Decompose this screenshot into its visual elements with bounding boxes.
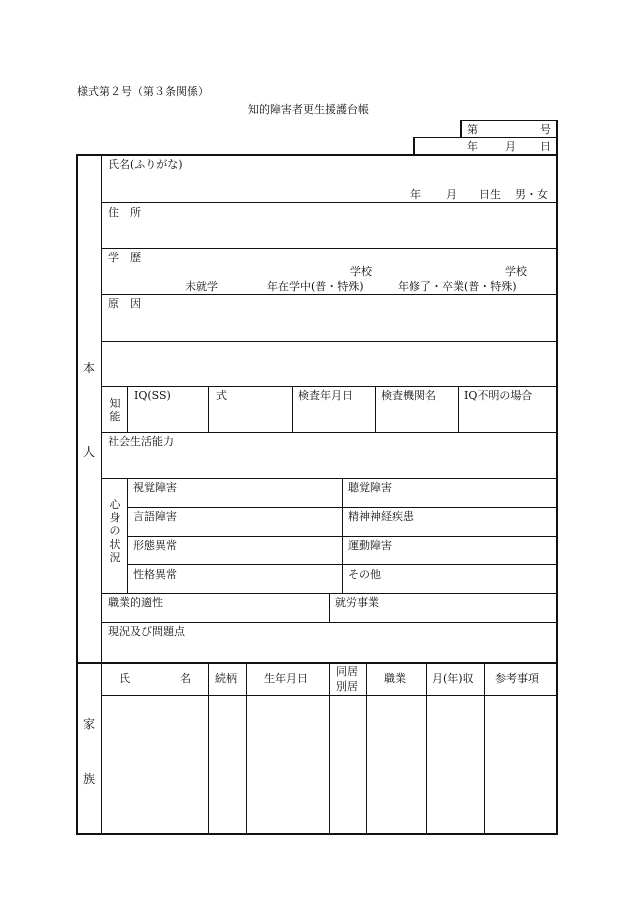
edu-not-enrolled: 未就学 [185, 280, 218, 293]
address-label: 住 所 [108, 206, 141, 219]
form-title: 知的障害者更生援護台帳 [248, 103, 369, 116]
family-col-cohabit-2: 別居 [336, 680, 358, 693]
social-ability-label: 社会生活能力 [108, 435, 174, 448]
morph-abnormality-label: 形態異常 [133, 539, 177, 552]
family-side-label-2: 族 [83, 772, 96, 786]
edu-enrolled: 年在学中(普・特殊) [267, 280, 364, 293]
test-date-label: 検査年月日 [298, 389, 353, 402]
education-label: 学 歴 [108, 251, 141, 264]
ledger-date-year: 年 [467, 140, 478, 153]
current-status-label: 現況及び問題点 [108, 625, 185, 638]
family-side-label-1: 家 [83, 717, 96, 731]
personality-abnormality-label: 性格異常 [133, 568, 177, 581]
family-col-name-1: 氏 [119, 672, 130, 685]
test-agency-label: 検査機関名 [381, 389, 436, 402]
family-col-notes: 参考事項 [495, 672, 539, 685]
edu-completed: 年修了・卒業(普・特殊) [398, 280, 517, 293]
family-col-cohabit-1: 同居 [336, 665, 358, 678]
birth-month: 月 [446, 188, 457, 201]
ledger-date-month: 月 [505, 140, 516, 153]
iq-label: IQ(SS) [134, 389, 171, 402]
other-label: その他 [348, 568, 381, 581]
ledger-date-day: 日 [540, 140, 551, 153]
form-number: 様式第２号（第３条関係） [77, 85, 209, 98]
family-col-income: 月(年)収 [432, 672, 474, 685]
person-side-label-1: 本 [83, 361, 96, 375]
formula-label: 式 [216, 389, 227, 402]
cause-label: 原 因 [108, 297, 141, 310]
family-col-name-2: 名 [180, 672, 191, 685]
motor-impairment-label: 運動障害 [348, 539, 392, 552]
person-side-label-2: 人 [83, 445, 96, 459]
neuro-disorder-label: 精神神経疾患 [348, 510, 414, 523]
speech-impairment-label: 言語障害 [133, 510, 177, 523]
iq-unknown-label: IQ不明の場合 [464, 389, 533, 402]
edu-school-2: 学校 [505, 265, 527, 278]
birth-year: 年 [410, 188, 421, 201]
mental-physical-label: 心 身 の 状 況 [109, 498, 121, 564]
sex-select: 男・女 [515, 188, 548, 201]
family-col-job: 職業 [384, 672, 406, 685]
ledger-number-suffix: 号 [540, 123, 551, 136]
birth-day: 日生 [479, 188, 501, 201]
vocational-aptitude-label: 職業的適性 [108, 596, 163, 609]
edu-school-1: 学校 [350, 265, 372, 278]
name-label: 氏名(ふりがな) [108, 158, 183, 171]
family-col-relation: 続柄 [215, 672, 237, 685]
employment-label: 就労事業 [335, 596, 379, 609]
ledger-number-prefix: 第 [467, 123, 478, 136]
visual-impairment-label: 視覚障害 [133, 481, 177, 494]
hearing-impairment-label: 聴覚障害 [348, 481, 392, 494]
family-col-birth: 生年月日 [264, 672, 308, 685]
intelligence-label: 知 能 [109, 397, 121, 424]
